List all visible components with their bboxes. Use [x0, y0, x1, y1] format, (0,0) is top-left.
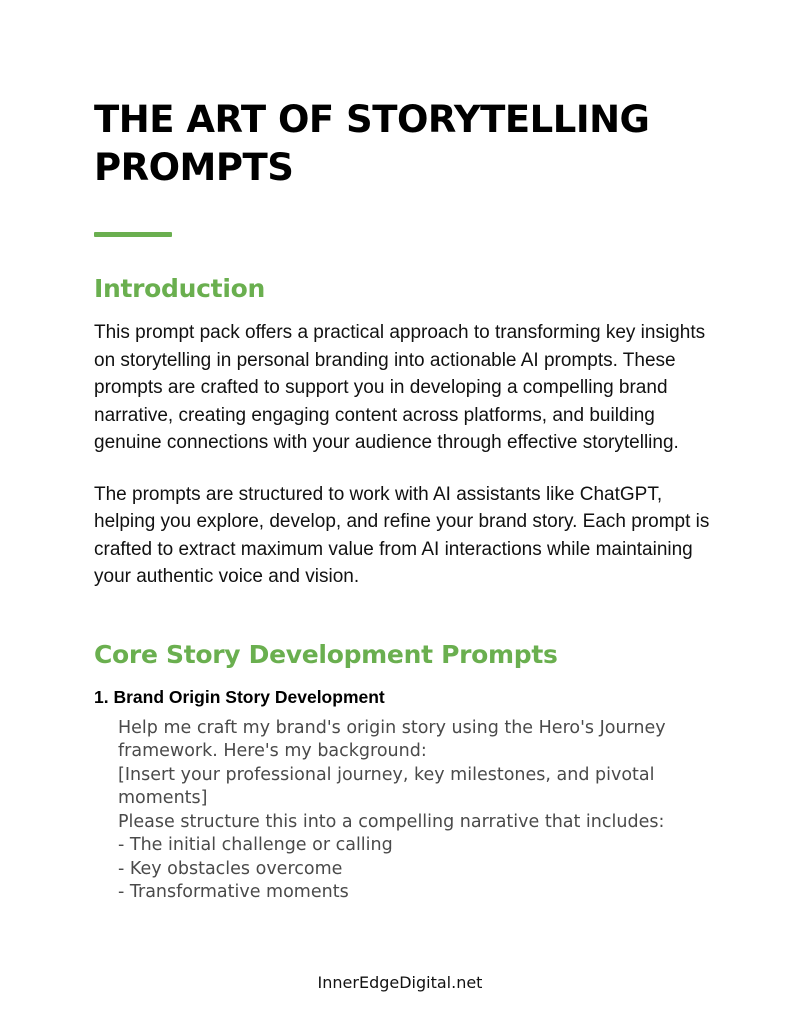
- title-accent-rule: [94, 232, 172, 237]
- introduction-paragraph-2: The prompts are structured to work with AI assistants like ChatGPT, helping you explore, develop, and refine your brand story. Each prompt is crafted to extract maximum value from AI interactions while maintaining your authentic voice and vision.: [94, 483, 710, 587]
- prompt-item-title: 1. Brand Origin Story Development: [94, 686, 385, 707]
- prompt-item: [94, 685, 714, 905]
- prompt-line: [Insert your professional journey, key milestones, and pivotal moments]: [118, 764, 655, 808]
- document-page: [94, 96, 714, 905]
- document-title: [94, 96, 714, 192]
- introduction-heading: Introduction: [94, 274, 265, 303]
- title-line-2: PROMPTS: [94, 146, 294, 189]
- footer-site-link[interactable]: InnerEdgeDigital.net: [317, 973, 483, 992]
- prompt-line: Please structure this into a compelling narrative that includes:: [118, 811, 665, 832]
- prompt-line: - Transformative moments: [118, 882, 349, 902]
- prompt-line: Help me craft my brand's origin story using the Hero's Journey framework. Here's my background:: [118, 717, 666, 761]
- prompt-line: - The initial challenge or calling: [118, 835, 393, 855]
- title-line-1: THE ART OF STORYTELLING: [94, 98, 650, 141]
- prompt-line: - Key obstacles overcome: [118, 858, 343, 879]
- prompt-text-block: [118, 717, 718, 905]
- introduction-paragraph-1: This prompt pack offers a practical approach to transforming key insights on storytelling in personal branding into actionable AI prompts. These prompts are crafted to support you in developing a compelling brand narrative, creating engaging content across platforms, and building genuine connections with your audience through effective storytelling.: [94, 322, 706, 453]
- core-prompts-heading: Core Story Development Prompts: [94, 639, 558, 669]
